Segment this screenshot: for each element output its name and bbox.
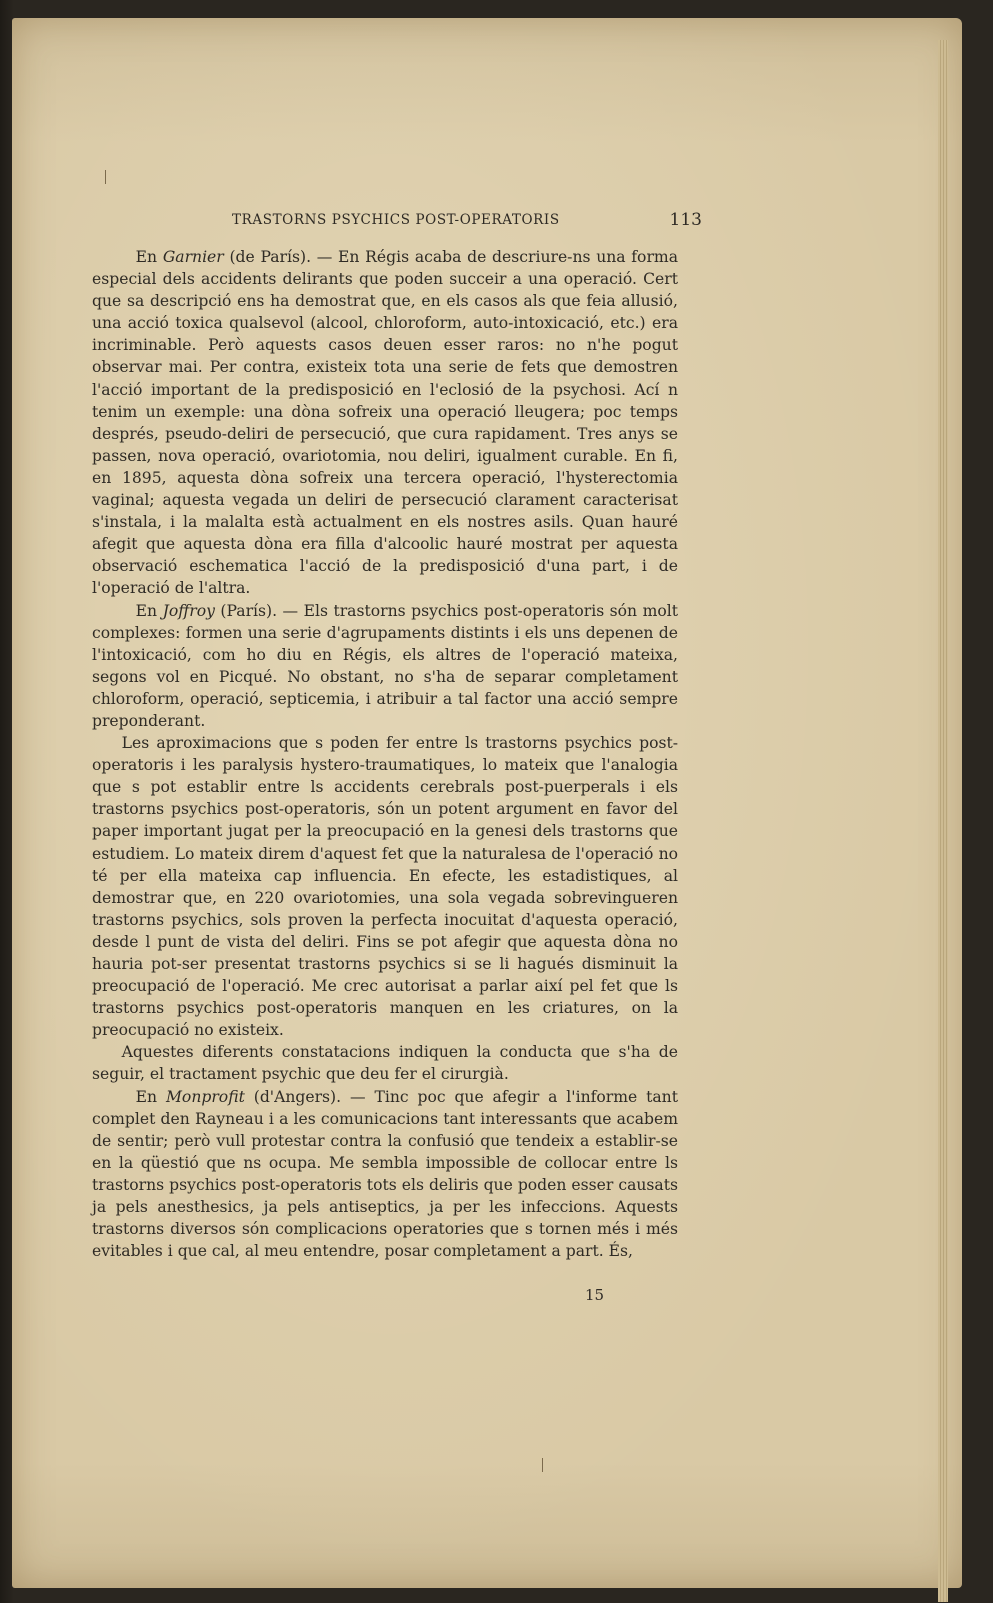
speaker-origin: (d'Angers) xyxy=(253,1087,337,1106)
paragraph-monprofit: En Monprofit (d'Angers). — Tinc poc que afegir a l'informe tant complet den Rayneau i a les comunicacions tant interessants que acabem de sentir; però vull protestar contra la confusió que tendeix a establir-se en la qüestió que ns ocupa. Me sembla impossible de collocar entre ls trastorns psychics post-operatoris tots els deliris que poden esser causats ja pels anesthesics, ja pels antiseptics, ja per les infeccions. Aquests trastorns diversos són complicacions operatories que s tornen més i més evitables i que cal, al meu entendre, posar completament a part. És, xyxy=(92,1087,678,1261)
paragraph-joffroy: En Joffroy (París). — Els trastorns psychics post-operatoris són molt complexes: formen una serie d'agrupaments distints i els uns depenen de l'intoxicació, com ho diu en Régis, els altres de l'operació mateixa, segons vol en Picqué. No obstant, no s'ha de separar completament chloroform, operació, septicemia, i atribuir a tal factor una acció sempre preponderant. xyxy=(92,601,679,730)
paragraph-text: Les aproximacions que s poden fer entre ls trastorns psychics post-operatoris i les paralysis hystero-traumatiques, lo mateix que l'analogia que s pot establir entre ls accidents cerebrals post-puerperals i els trastorns psychics post-operatoris, són un potent argument en favor del paper important jugat per la preocupació en la genesi dels trastorns que estudiem. Lo mateix direm d'aquest fet que la naturalesa de l'operació no té per ella mateixa cap influencia. En efecte, les estadistiques, al demostrar que, en 220 ovariotomies, una sola vegada sobrevingueren trastorns psychics, sols proven la perfecta inocuitat d'aquesta operació, desde l punt de vista del deliri. Fins se pot afegir que aquesta dòna no hauria pot-ser presentat trastorns psychics si se li hagués disminuit la preocupació de l'operació. Me crec autorisat a parlar així pel fet que ls trastorns psychics post-operatoris manquen en les criatures, on la preocupació no existeix. xyxy=(92,734,678,1040)
paragraph-garnier: En Garnier (de París). — En Régis acaba de descriure-ns una forma especial dels accidents delirants que poden succeir a una operació. Cert que sa descripció ens ha demostrat que, en els casos als que feia allusió, una acció toxica qualsevol (alcool, chloroform, auto-intoxicació, etc.) era incriminable. Però aquests casos deuen esser raros: no n'he pogut observar mai. Per contra, existeix tota una serie de fets que demostren l'acció important de la predisposició en l'eclosió de la psychosi. Ací n tenim un exemple: una dòna sofreix una operació lleugera; poc temps després, pseudo-deliri de persecució, que cura rapidament. Tres anys se passen, nova operació, ovariotomia, nou deliri, igualment curable. En fi, en 1895, aquesta dòna sofreix una tercera operació, l'hysterectomia vaginal; aquesta vegada un deliri de persecució clarament caracterisat s'instala, i la malalta està actualment en els nostres asils. Quan hauré afegit que aquesta dòna era filla d'alcoolic hauré mostrat per aquesta observació eschematica l'acció de la predisposició d'una part, i de l'operació de l'altra. xyxy=(92,248,678,598)
running-title: TRASTORNS PSYCHICS POST-OPERATORIS xyxy=(232,212,560,228)
speaker-name: Garnier xyxy=(162,248,224,266)
body-text xyxy=(92,246,678,1262)
paragraph-text: . — En Régis acaba de descriure-ns una forma especial dels accidents delirants que poden succeir a una operació. Cert que sa descripció ens ha demostrat que, en els casos als que feia allusió, una acció toxica qualsevol (alcool, chloroform, auto-intoxicació, etc.) era incriminable. Però aquests casos deuen esser raros: no n'he pogut observar mai. Per contra, existeix tota una serie de fets que demostren l'acció important de la predisposició en l'eclosió de la psychosi. Ací n tenim un exemple: una dòna sofreix una operació lleugera; poc temps després, pseudo-deliri de persecució, que cura rapidament. Tres anys se passen, nova operació, ovariotomia, nou deliri, igualment curable. En fi, en 1895, aquesta dòna sofreix una tercera operació, l'hysterectomia vaginal; aquesta vegada un deliri de persecució clarament caracterisat s'instala, i la malalta està actualment en els nostres asils. Quan hauré afegit que aquesta dòna era filla d'alcoolic hauré mostrat per aquesta observació eschematica l'acció de la predisposició d'una part, i de l'operació de l'altra. xyxy=(92,248,678,598)
paper-blemish xyxy=(542,1458,543,1472)
paragraph-aproximacions xyxy=(92,732,678,1041)
page-header xyxy=(222,208,702,236)
speaker-origin: (de París) xyxy=(229,248,307,266)
speaker-name: Monprofit xyxy=(165,1087,245,1106)
signature-mark: 15 xyxy=(585,1286,605,1304)
paper-blemish xyxy=(105,170,106,184)
speaker-origin: (París) xyxy=(220,601,273,620)
paragraph-constatacions xyxy=(92,1041,678,1085)
paragraph-text: . — Els trastorns psychics post-operatoris són molt complexes: formen una serie d'agrupaments distints i els uns depenen de l'intoxicació, com ho diu en Régis, els altres de l'operació mateixa, segons vol en Picqué. No obstant, no s'ha de separar completament chloroform, operació, septicemia, i atribuir a tal factor una acció sempre preponderant. xyxy=(92,601,679,730)
speaker-name: Joffroy xyxy=(162,601,215,620)
page-stack-edge xyxy=(938,40,948,1602)
page-number: 113 xyxy=(669,210,702,230)
book-page xyxy=(12,18,962,1588)
paragraph-text: Aquestes diferents constatacions indiquen la conducta que s'ha de seguir, el tractament psychic que deu fer el cirurgià. xyxy=(92,1043,678,1084)
paragraph-text: . — Tinc poc que afegir a l'informe tant complet den Rayneau i a les comunicacions tant interessants que acabem de sentir; però vull protestar contra la confusió que tendeix a establir-se en la qüestió que ns ocupa. Me sembla impossible de collocar entre ls trastorns psychics post-operatoris tots els deliris que poden esser causats ja pels anesthesics, ja pels antiseptics, ja per les infeccions. Aquests trastorns diversos són complicacions operatories que s tornen més i més evitables i que cal, al meu entendre, posar completament a part. És, xyxy=(92,1087,678,1261)
